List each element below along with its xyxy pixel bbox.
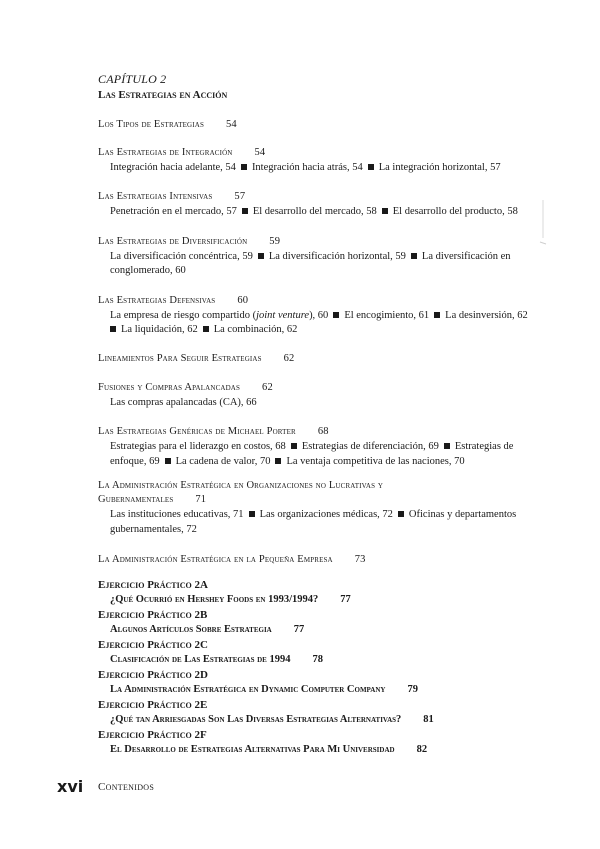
- toc-entry-line: [110, 524, 197, 535]
- toc-entry-line: [110, 324, 297, 335]
- bullet-square-icon: [382, 208, 388, 214]
- section-title: Fusiones y Compras Apalancadas: [98, 382, 241, 393]
- section-title-continued: Gubernamentales: [98, 494, 174, 505]
- toc-entry-line: [110, 162, 501, 173]
- toc-entry: La cadena de valor, 70: [175, 456, 271, 467]
- section-page: 54: [254, 147, 266, 158]
- scan-mark: [536, 198, 550, 258]
- bullet-square-icon: [434, 312, 440, 318]
- bullet-square-icon: [203, 326, 209, 332]
- exercise-page: 78: [312, 654, 323, 665]
- exercise-heading: Ejercicio Práctico 2B: [98, 609, 208, 621]
- toc-entry: La empresa de riesgo compartido (joint venture), 60: [110, 310, 329, 321]
- toc-entry: La liquidación, 62: [121, 324, 198, 335]
- exercise-title: ¿Qué tan Arriesgadas Son Las Diversas Estrategias Alternativas? 81: [110, 714, 434, 725]
- section-page: 62: [283, 353, 295, 364]
- toc-section: [98, 382, 273, 393]
- toc-entry: Las instituciones educativas, 71: [110, 509, 244, 520]
- section-title: Lineamientos Para Seguir Estrategias: [98, 353, 262, 364]
- toc-entry: Las organizaciones médicas, 72: [259, 509, 393, 520]
- bullet-square-icon: [275, 458, 281, 464]
- toc-entry: La integración horizontal, 57: [378, 162, 501, 173]
- toc-entry: El encogimiento, 61: [344, 310, 430, 321]
- page-number: xvi: [57, 777, 84, 796]
- exercise-page: 79: [407, 684, 418, 695]
- toc-entry-line: [110, 206, 518, 217]
- section-title: Las Estrategias Intensivas: [98, 191, 213, 202]
- bullet-square-icon: [110, 326, 116, 332]
- toc-section: [98, 353, 294, 364]
- exercise-page: 82: [416, 744, 428, 755]
- toc-section: [98, 554, 366, 565]
- toc-entry-line: [110, 251, 511, 262]
- toc-section: [98, 295, 248, 306]
- toc-entry: conglomerado, 60: [110, 265, 186, 276]
- toc-entry: La desinversión, 62: [445, 310, 528, 321]
- running-footer: Contenidos: [98, 781, 155, 793]
- bullet-square-icon: [249, 511, 255, 517]
- section-page: 68: [317, 426, 329, 437]
- chapter-title: Las Estrategias en Acción: [98, 89, 228, 101]
- toc-entry-line: [110, 509, 516, 520]
- toc-entry: La diversificación concéntrica, 59: [110, 251, 253, 262]
- toc-entry: La diversificación en: [421, 251, 511, 262]
- toc-section: [98, 480, 383, 491]
- toc-entry: La ventaja competitiva de las naciones, 70: [286, 456, 465, 467]
- toc-entry-line: [110, 265, 186, 276]
- toc-entry: Las compras apalancadas (CA), 66: [110, 397, 257, 408]
- toc-section: [98, 147, 265, 158]
- section-page: 73: [354, 554, 366, 565]
- section-title: La Administración Estratégica en Organizaciones no Lucrativas y: [98, 480, 384, 491]
- toc-section: [98, 426, 329, 437]
- toc-entry: La combinación, 62: [213, 324, 298, 335]
- section-page: 59: [269, 236, 281, 247]
- toc-entry: gubernamentales, 72: [110, 524, 197, 535]
- toc-section: [98, 119, 237, 130]
- section-title: Las Estrategias Genéricas de Michael Porter: [98, 426, 296, 437]
- chapter-label: CAPÍTULO 2: [98, 72, 167, 86]
- section-title: Las Estrategias de Integración: [98, 147, 233, 158]
- section-title: Los Tipos de Estrategias: [98, 119, 204, 130]
- bullet-square-icon: [368, 164, 374, 170]
- toc-entry: La diversificación horizontal, 59: [268, 251, 406, 262]
- bullet-square-icon: [333, 312, 339, 318]
- toc-entry: El desarrollo del mercado, 58: [252, 206, 377, 217]
- toc-entry-line: [110, 456, 465, 467]
- toc-entry-line: [110, 441, 513, 452]
- exercise-heading: Ejercicio Práctico 2D: [98, 669, 208, 681]
- toc-section: [98, 191, 245, 202]
- exercise-title: El Desarrollo de Estrategias Alternativas Para Mi Universidad 82: [110, 744, 428, 755]
- toc-entry: Oficinas y departamentos: [408, 509, 517, 520]
- toc-entry-line: [110, 397, 257, 408]
- section-page: 54: [225, 119, 237, 130]
- toc-entry: enfoque, 69: [110, 456, 160, 467]
- exercise-title: Clasificación de Las Estrategias de 1994 78: [110, 654, 323, 665]
- section-title: Las Estrategias Defensivas: [98, 295, 216, 306]
- exercise-heading: Ejercicio Práctico 2E: [98, 699, 208, 711]
- section-title: Las Estrategias de Diversificación: [98, 236, 248, 247]
- toc-section: [98, 494, 206, 505]
- toc-entry-line: [110, 310, 528, 321]
- bullet-square-icon: [398, 511, 404, 517]
- bullet-square-icon: [258, 253, 264, 259]
- toc-entry: Integración hacia adelante, 54: [110, 162, 236, 173]
- bullet-square-icon: [444, 443, 450, 449]
- bullet-square-icon: [241, 164, 247, 170]
- section-page: 71: [195, 494, 207, 505]
- exercise-title: La Administración Estratégica en Dynamic Computer Company 79: [110, 684, 418, 695]
- toc-entry: El desarrollo del producto, 58: [392, 206, 518, 217]
- bullet-square-icon: [291, 443, 297, 449]
- toc-entry: Estrategias de: [454, 441, 514, 452]
- section-page: 62: [262, 382, 273, 393]
- toc-section: [98, 236, 280, 247]
- exercise-heading: Ejercicio Práctico 2A: [98, 579, 208, 591]
- bullet-square-icon: [165, 458, 171, 464]
- bullet-square-icon: [242, 208, 248, 214]
- exercise-page: 77: [293, 624, 305, 635]
- exercise-heading: Ejercicio Práctico 2C: [98, 639, 208, 651]
- exercise-heading: Ejercicio Práctico 2F: [98, 729, 207, 741]
- exercise-page: 81: [423, 714, 434, 725]
- section-page: 60: [237, 295, 249, 306]
- toc-entry: Estrategias de diferenciación, 69: [301, 441, 439, 452]
- exercise-page: 77: [340, 594, 351, 605]
- toc-entry: Integración hacia atrás, 54: [251, 162, 363, 173]
- bullet-square-icon: [411, 253, 417, 259]
- section-page: 57: [234, 191, 246, 202]
- toc-entry: Penetración en el mercado, 57: [110, 206, 237, 217]
- exercise-title: ¿Qué Ocurrió en Hershey Foods en 1993/1994? 77: [110, 594, 351, 605]
- section-title: La Administración Estratégica en la Pequeña Empresa: [98, 554, 333, 565]
- exercise-title: Algunos Artículos Sobre Estrategia 77: [110, 624, 305, 635]
- toc-entry: Estrategias para el liderazgo en costos, 68: [110, 441, 286, 452]
